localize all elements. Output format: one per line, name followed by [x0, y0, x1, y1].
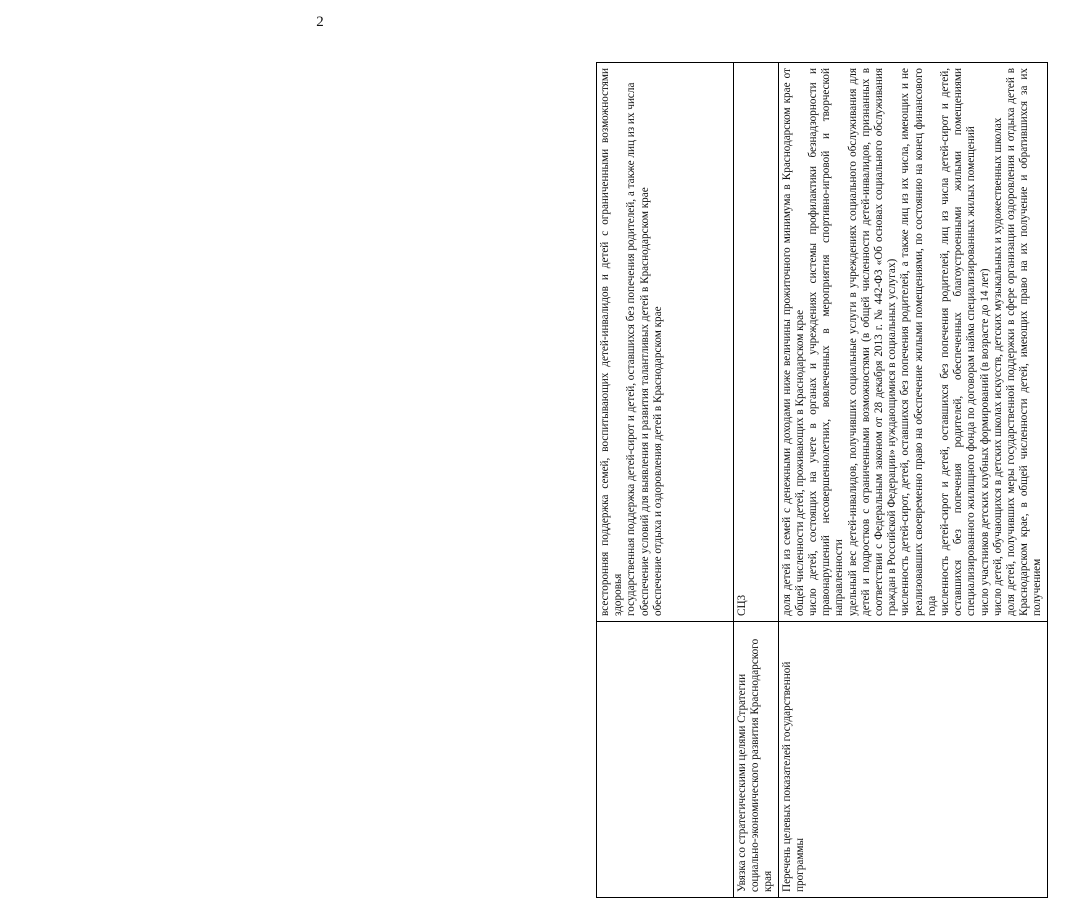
rotated-page-content: [596, 62, 1090, 898]
content-line: численность детей-сирот, детей, оставшихся без попечения родителей, а также лиц из их числа, имеющих и не реализовавших своевременно право на обеспечение жилыми помещениями, по состоянию на конец финансового года: [899, 68, 938, 616]
page-number: 2: [316, 14, 324, 30]
row-content: [597, 63, 734, 622]
row-label: [597, 622, 734, 898]
table-row: [778, 63, 1047, 898]
content-line: число детей, обучающихся в детских школах искусств, детских музыкальных и художественных школах: [991, 117, 1004, 616]
content-line: СЦ3: [736, 594, 748, 616]
row-content: [734, 63, 779, 622]
content-line: доля детей, получивших меры государственной поддержки в сфере организации оздоровления и отдыха детей в Краснодарском крае, в общей численности детей, имеющих право на их получение и обратившихся за их получением: [1005, 68, 1044, 616]
content-line: удельный вес детей-инвалидов, получивших социальные услуги в учреждениях социального обслуживания для детей и подростков с ограниченными возможностями (в общей численности детей-инвалидов, признанных в соответствии с Федеральным законом от 28 декабря 2013 г. № 442-ФЗ «Об основах социального обслуживания граждан в Российской Федерации» нуждающимися в социальных услугах): [846, 68, 899, 616]
program-passport-table: [596, 62, 1048, 898]
content-line: государственная поддержка детей-сирот и детей, оставшихся без попечения родителей, а также лиц из их числа: [625, 82, 638, 616]
row-label: Увязка со стратегическими целями Стратегии социально-экономического развития Краснодарского края: [734, 622, 779, 898]
content-line: доля детей из семей с денежными доходами ниже величины прожиточного минимума в Краснодарском крае от общей численности детей, проживающих в Краснодарском крае: [780, 68, 806, 616]
content-line: обеспечение условий для выявления и развития талантливых детей в Краснодарском крае: [638, 187, 651, 616]
content-line: всесторонняя поддержка семей, воспитывающих детей-инвалидов и детей с ограниченными возможностями здоровья: [599, 68, 625, 616]
content-line: число детей, состоящих на учете в органах и учреждениях системы профилактики безнадзорности и правонарушений несовершеннолетних, вовлеченных в мероприятия спортивно-игровой и творческой направленности: [807, 68, 846, 616]
content-line: обеспечение отдыха и оздоровления детей в Краснодарском крае: [651, 306, 664, 616]
table-row: [597, 63, 734, 898]
row-content: [778, 63, 1047, 622]
row-label: Перечень целевых показателей государственной программы: [778, 622, 1047, 898]
content-line: число участников детских клубных формирований (в возрасте до 14 лет): [978, 268, 991, 616]
content-line: численность детей-сирот и детей, оставшихся без попечения родителей, лиц из числа детей-сирот и детей, оставшихся без попечения родителей, обеспеченных благоустроенными жилыми помещениями специализированного жилищного фонда по договорам найма специализированных жилых помещений: [939, 68, 978, 616]
table-row: [734, 63, 779, 898]
